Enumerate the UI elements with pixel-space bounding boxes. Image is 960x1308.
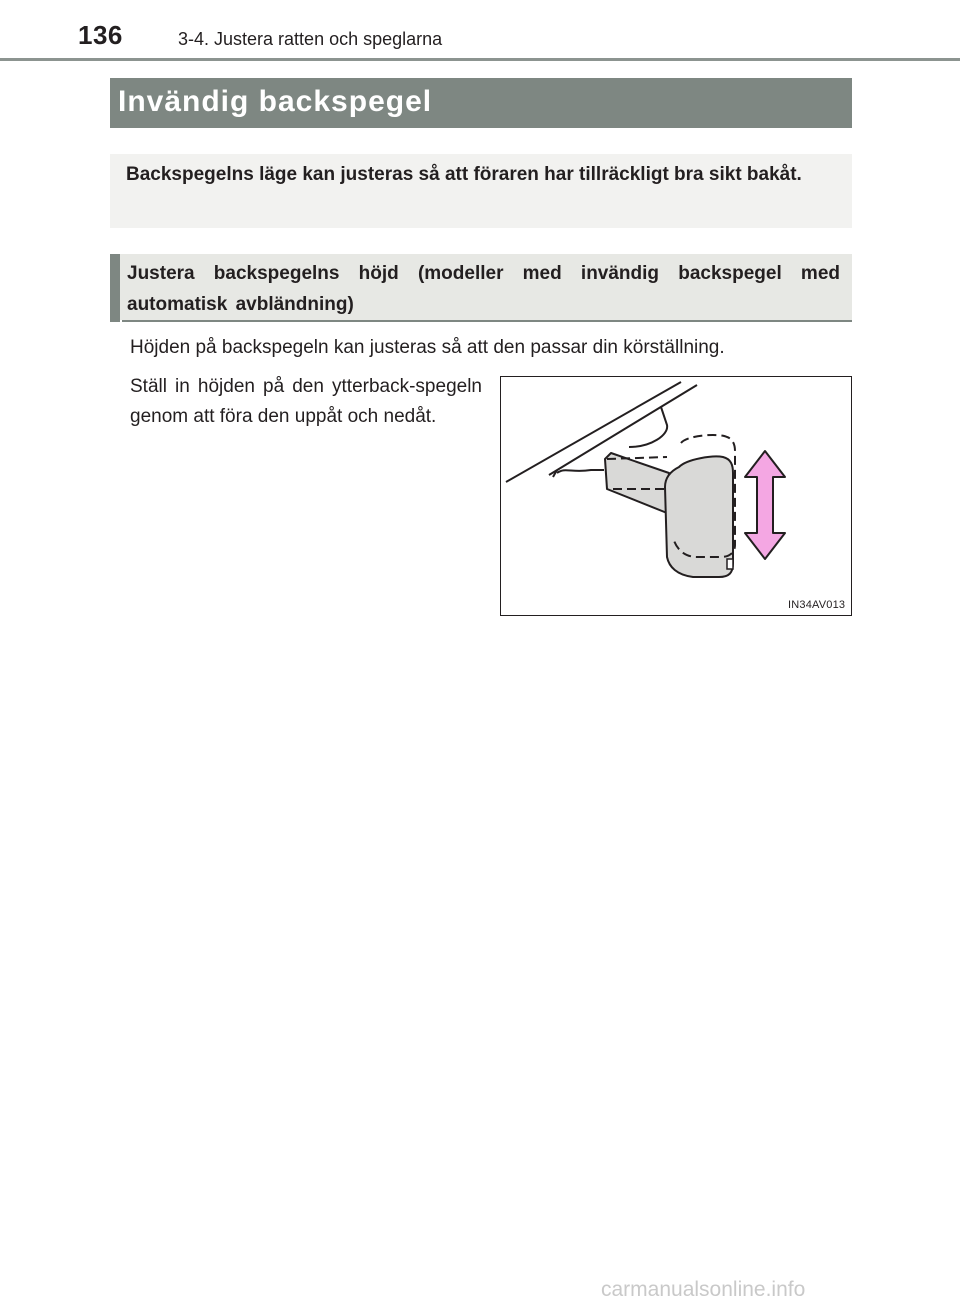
mirror-tab <box>727 559 733 569</box>
subheading-accent <box>110 254 120 322</box>
body-paragraph-2: Ställ in höjden på den ytterback-spegeln genom att föra den uppåt och nedåt. <box>130 376 482 427</box>
subheading-rule <box>122 320 852 322</box>
up-down-arrow-icon <box>745 451 785 559</box>
mirror-neck <box>605 453 669 513</box>
mirror-mount <box>557 470 604 473</box>
header-rule <box>0 58 960 61</box>
mirror-mount-bracket <box>629 407 667 447</box>
title-bar <box>110 78 852 128</box>
subheading-box <box>110 254 852 320</box>
windshield-lines <box>506 382 697 482</box>
section-title: 3-4. Justera ratten och speglarna <box>178 29 443 49</box>
mirror-illustration <box>501 377 851 615</box>
mirror-figure <box>500 376 852 616</box>
page-title: Invändig backspegel <box>118 85 433 118</box>
intro-box <box>110 154 852 228</box>
figure-code: IN34AV013 <box>788 599 846 611</box>
page-header <box>0 0 960 64</box>
body-paragraph-1: Höjden på backspegeln kan justeras så att den passar din körställning. <box>130 337 725 358</box>
watermark[interactable]: carmanualsonline.info <box>601 1278 806 1301</box>
subheading-text: Justera backspegelns höjd (modeller med invändig backspegel med automatisk avbländning) <box>127 263 840 315</box>
mirror-icon <box>665 456 733 577</box>
page-number: 136 <box>78 20 123 50</box>
intro-text: Backspegelns läge kan justeras så att föraren har tillräckligt bra sikt bakåt. <box>126 164 802 185</box>
